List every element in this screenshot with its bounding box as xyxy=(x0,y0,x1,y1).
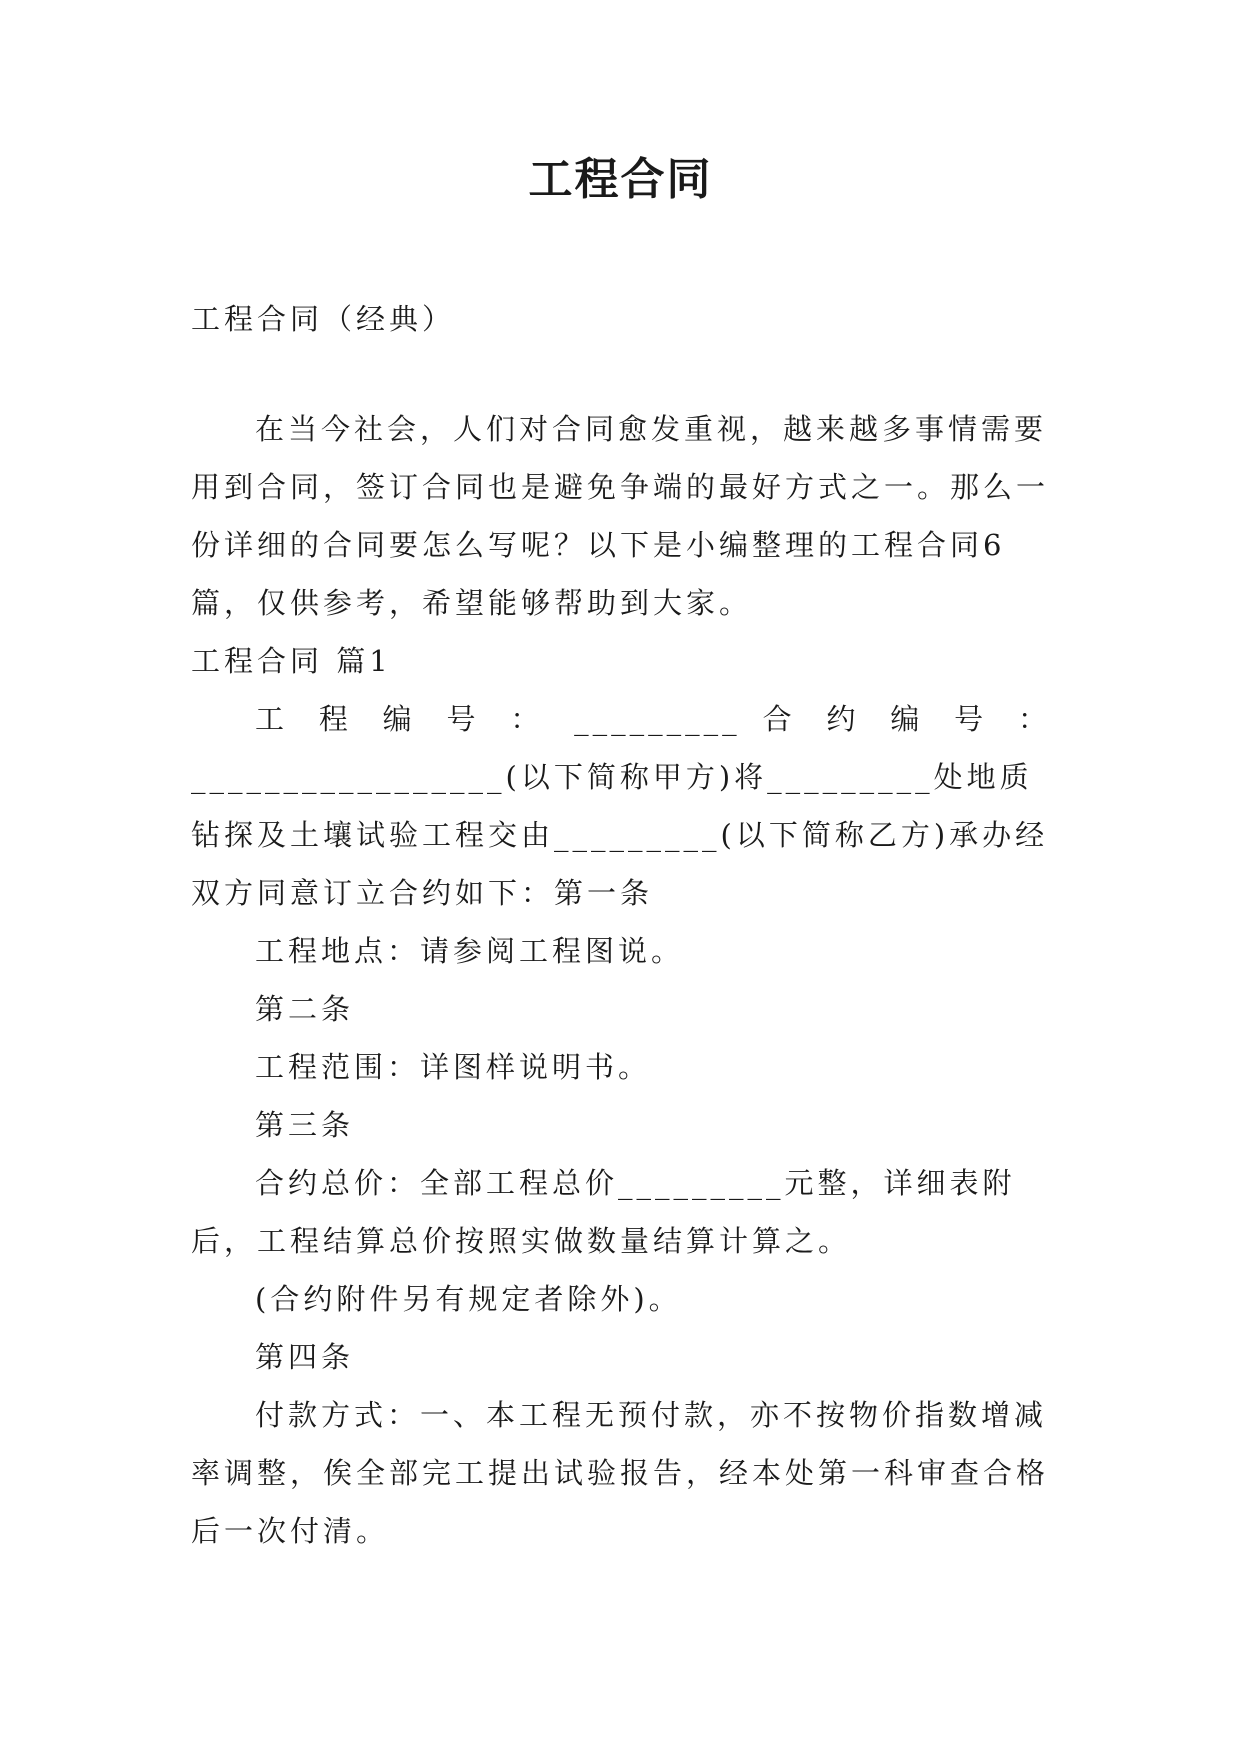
document-body xyxy=(191,400,1051,1560)
section-heading: 工程合同 篇1 xyxy=(191,644,392,678)
document-subtitle: 工程合同（经典） xyxy=(191,302,456,336)
clause-2-body: 工程范围：详图样说明书。 xyxy=(255,1050,652,1084)
clause-3-heading: 第三条 xyxy=(255,1108,355,1142)
clause-1-body: 工程地点：请参阅工程图说。 xyxy=(255,934,685,968)
project-number-line: 工 程 编 号 ： _________ 合 约 编 号 ： xyxy=(255,702,1051,736)
clause-4-heading: 第四条 xyxy=(255,1340,355,1374)
clause-2-heading: 第二条 xyxy=(255,992,355,1026)
clause-3-body: 合约总价：全部工程总价_________元整，详细表附后，工程结算总价按照实做数量结算计算之。 xyxy=(191,1166,1016,1258)
project-agreement-paragraph: _________________(以下简称甲方)将_________处地质钻探及土壤试验工程交由_________(以下简称乙方)承办经双方同意订立合约如下：第一条 xyxy=(191,760,1049,910)
clause-4-body: 付款方式：一、本工程无预付款，亦不按物价指数增减率调整，俟全部完工提出试验报告，经本处第一科审查合格后一次付清。 xyxy=(191,1398,1050,1548)
document-title: 工程合同 xyxy=(528,154,713,205)
intro-paragraph: 在当今社会，人们对合同愈发重视，越来越多事情需要用到合同，签订合同也是避免争端的最好方式之一。那么一份详细的合同要怎么写呢？以下是小编整理的工程合同6篇，仅供参考，希望能够帮助到大家。 xyxy=(191,412,1050,620)
clause-3-note: (合约附件另有规定者除外)。 xyxy=(255,1282,682,1316)
